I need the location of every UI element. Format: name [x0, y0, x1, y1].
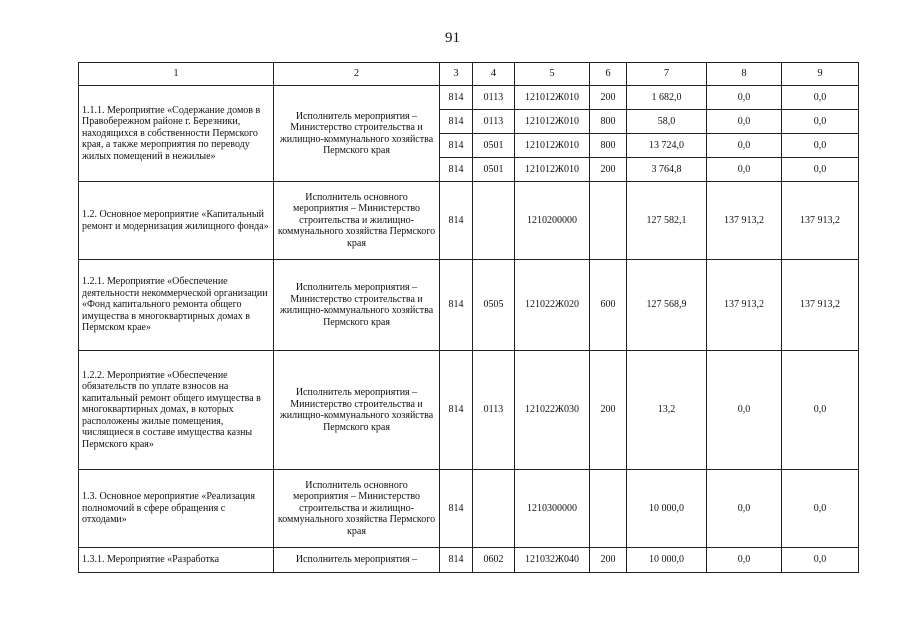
column-header-9: 9: [782, 63, 859, 86]
code-cell: 121012Ж010: [515, 86, 590, 110]
column-header-6: 6: [590, 63, 627, 86]
code-cell: 814: [440, 470, 473, 548]
executor-cell: Исполнитель мероприятия – Министерство строительства и жилищно-коммунального хозяйства Пермского края: [274, 260, 440, 351]
table-row: [79, 351, 859, 470]
code-cell: 800: [590, 110, 627, 134]
code-cell: 0113: [473, 110, 515, 134]
value-cell: 127 568,9: [627, 260, 707, 351]
code-cell: 121022Ж020: [515, 260, 590, 351]
value-cell: 0,0: [707, 86, 782, 110]
column-header-7: 7: [627, 63, 707, 86]
value-cell: 0,0: [707, 158, 782, 182]
code-cell: 0113: [473, 351, 515, 470]
value-cell: 137 913,2: [782, 260, 859, 351]
measure-name-cell: 1.2.2. Мероприятие «Обеспечение обязательств по уплате взносов на капитальный ремонт общего имущества в многоквартирных домах, в которых расположены жилые помещения, числящиеся в составе имущества казны Пермского края»: [79, 351, 274, 470]
value-cell: 13 724,0: [627, 134, 707, 158]
code-cell: 200: [590, 548, 627, 573]
value-cell: 10 000,0: [627, 470, 707, 548]
value-cell: 0,0: [782, 351, 859, 470]
value-cell: 1 682,0: [627, 86, 707, 110]
value-cell: 0,0: [707, 110, 782, 134]
value-cell: 0,0: [707, 351, 782, 470]
code-cell: 0501: [473, 158, 515, 182]
value-cell: 58,0: [627, 110, 707, 134]
value-cell: 0,0: [782, 158, 859, 182]
column-header-5: 5: [515, 63, 590, 86]
value-cell: 13,2: [627, 351, 707, 470]
code-cell: 0602: [473, 548, 515, 573]
value-cell: 0,0: [782, 470, 859, 548]
measure-name-cell: 1.2. Основное мероприятие «Капитальный ремонт и модернизация жилищного фонда»: [79, 182, 274, 260]
code-cell: [590, 182, 627, 260]
code-cell: 814: [440, 548, 473, 573]
code-cell: [590, 470, 627, 548]
code-cell: 1210200000: [515, 182, 590, 260]
executor-cell: Исполнитель основного мероприятия – Министерство строительства и жилищно-коммунального хозяйства Пермского края: [274, 182, 440, 260]
code-cell: 200: [590, 158, 627, 182]
column-header-2: 2: [274, 63, 440, 86]
column-header-3: 3: [440, 63, 473, 86]
measure-name-cell: 1.3. Основное мероприятие «Реализация полномочий в сфере обращения с отходами»: [79, 470, 274, 548]
code-cell: 814: [440, 260, 473, 351]
table-header-row: [79, 63, 859, 86]
code-cell: 600: [590, 260, 627, 351]
value-cell: 137 913,2: [707, 182, 782, 260]
column-header-1: 1: [79, 63, 274, 86]
measure-name-cell: 1.1.1. Мероприятие «Содержание домов в Правобережном районе г. Березники, находящихся в собственности Пермского края, а также мероприятия по переводу жилых помещений в нежилые»: [79, 86, 274, 182]
table-row: [79, 260, 859, 351]
table-row: [79, 470, 859, 548]
code-cell: 121012Ж010: [515, 134, 590, 158]
code-cell: 121022Ж030: [515, 351, 590, 470]
table-row: [79, 548, 859, 573]
executor-cell: Исполнитель мероприятия –: [274, 548, 440, 573]
page-number: 91: [445, 30, 460, 46]
value-cell: 0,0: [707, 470, 782, 548]
value-cell: 0,0: [782, 86, 859, 110]
code-cell: 200: [590, 351, 627, 470]
code-cell: 0505: [473, 260, 515, 351]
table-row: [79, 86, 859, 110]
code-cell: [473, 470, 515, 548]
value-cell: 3 764,8: [627, 158, 707, 182]
code-cell: 814: [440, 110, 473, 134]
code-cell: 814: [440, 134, 473, 158]
value-cell: 0,0: [782, 548, 859, 573]
column-header-4: 4: [473, 63, 515, 86]
code-cell: 814: [440, 351, 473, 470]
executor-cell: Исполнитель мероприятия – Министерство строительства и жилищно-коммунального хозяйства Пермского края: [274, 351, 440, 470]
code-cell: 0501: [473, 134, 515, 158]
value-cell: 0,0: [782, 110, 859, 134]
table-row: [79, 182, 859, 260]
executor-cell: Исполнитель мероприятия – Министерство строительства и жилищно-коммунального хозяйства Пермского края: [274, 86, 440, 182]
value-cell: 0,0: [782, 134, 859, 158]
value-cell: 137 913,2: [782, 182, 859, 260]
code-cell: 200: [590, 86, 627, 110]
code-cell: [473, 182, 515, 260]
value-cell: 0,0: [707, 134, 782, 158]
code-cell: 814: [440, 86, 473, 110]
code-cell: 121012Ж010: [515, 110, 590, 134]
code-cell: 814: [440, 158, 473, 182]
code-cell: 800: [590, 134, 627, 158]
column-header-8: 8: [707, 63, 782, 86]
code-cell: 121012Ж010: [515, 158, 590, 182]
budget-table: [78, 62, 859, 573]
value-cell: 127 582,1: [627, 182, 707, 260]
code-cell: 814: [440, 182, 473, 260]
measure-name-cell: 1.3.1. Мероприятие «Разработка: [79, 548, 274, 573]
measure-name-cell: 1.2.1. Мероприятие «Обеспечение деятельности некоммерческой организации «Фонд капитального ремонта общего имущества в многоквартирных домах в Пермском крае»: [79, 260, 274, 351]
executor-cell: Исполнитель основного мероприятия – Министерство строительства и жилищно-коммунального хозяйства Пермского края: [274, 470, 440, 548]
code-cell: 1210300000: [515, 470, 590, 548]
value-cell: 10 000,0: [627, 548, 707, 573]
value-cell: 137 913,2: [707, 260, 782, 351]
code-cell: 121032Ж040: [515, 548, 590, 573]
code-cell: 0113: [473, 86, 515, 110]
value-cell: 0,0: [707, 548, 782, 573]
